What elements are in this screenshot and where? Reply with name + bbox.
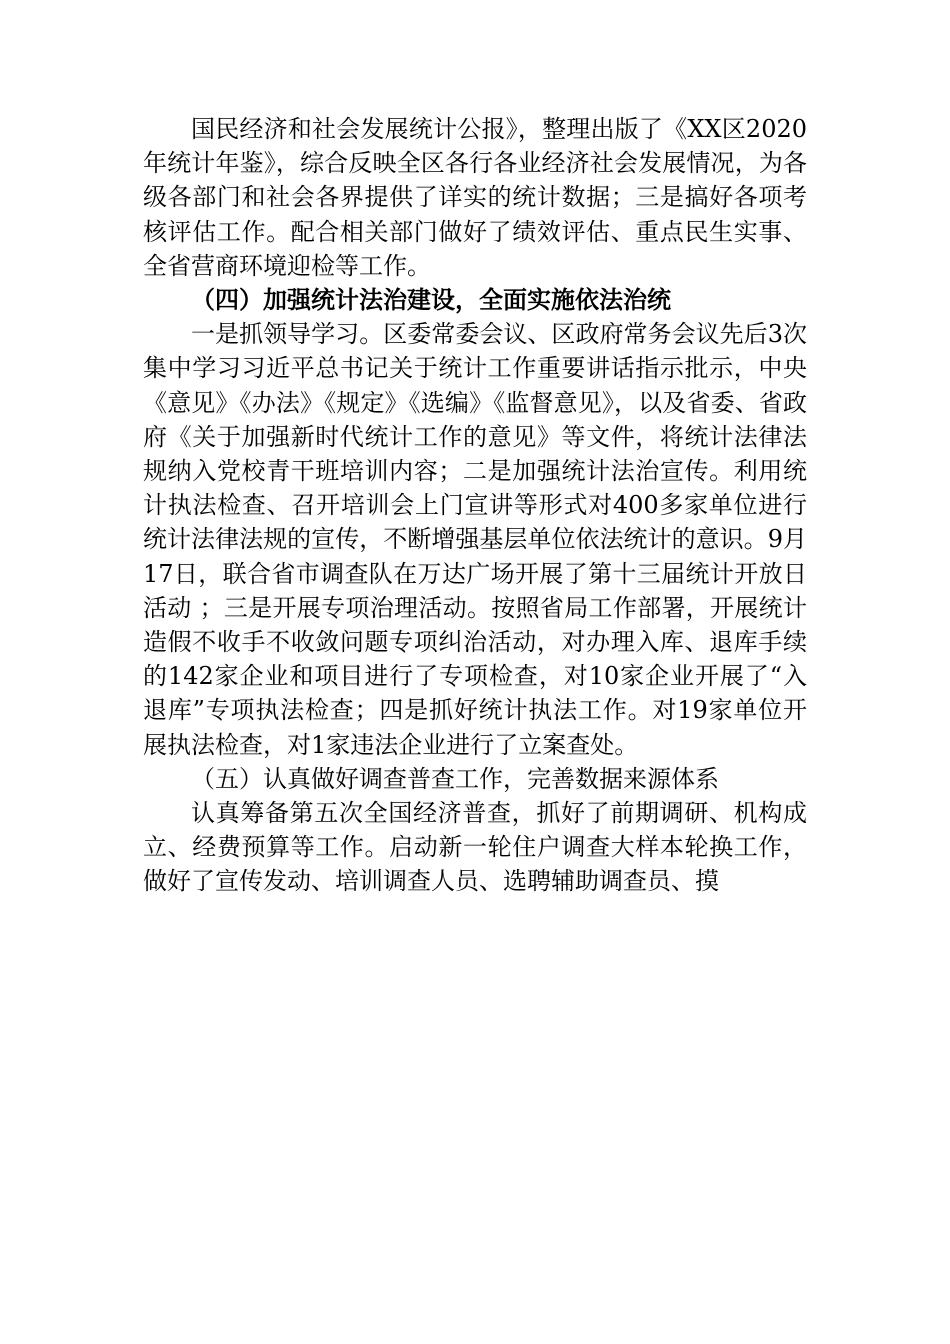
section-heading-survey-census: （五）认真做好调查普查工作，完善数据来源体系 — [191, 764, 719, 793]
section-heading-rule-of-law: （四）加强统计法治建设，全面实施依法治统 — [191, 285, 671, 315]
paragraph-survey-census: 认真筹备第五次全国经济普查，抓好了前期调研、机构成立、经费预算等工作。启动新一轮住户调查大样本轮换工作，做好了宣传发动、培训调查人员、选聘辅助调查员、摸 — [143, 799, 807, 896]
document-page — [143, 112, 807, 899]
paragraph-rule-of-law: 一是抓领导学习。区委常委会议、区政府常务会议先后3次集中学习习近平总书记关于统计工作重要讲话指示批示，中央《意见》《办法》《规定》《选编》《监督意见》，以及省委、省政府《关于加强新时代统计工作的意见》等文件，将统计法律法规纳入党校青干班培训内容；二是加强统计法治宣传。利用统计执法检查、召开培训会上门宣讲等形式对400多家单位进行统计法律法规的宣传，不断增强基层单位依法统计的意识。9月17日，联合省市调查队在万达广场开展了第十三届统计开放日活动 ；三是开展专项治理活动。按照省局工作部署，开展统计造假不收手不收敛问题专项纠治活动，对办理入库、退库手续的142家企业和项目进行了专项检查，对10家企业开展了“入退库”专项执法检查；四是抓好统计执法工作。对19家单位开展执法检查，对1家违法企业进行了立案查处。 — [143, 320, 807, 759]
paragraph-statistics-bulletin: 国民经济和社会发展统计公报》，整理出版了《XX区2020年统计年鉴》，综合反映全区各行各业经济社会发展情况，为各级各部门和社会各界提供了详实的统计数据；三是搞好各项考核评估工作。配合相关部门做好了绩效评估、重点民生实事、全省营商环境迎检等工作。 — [143, 115, 807, 280]
